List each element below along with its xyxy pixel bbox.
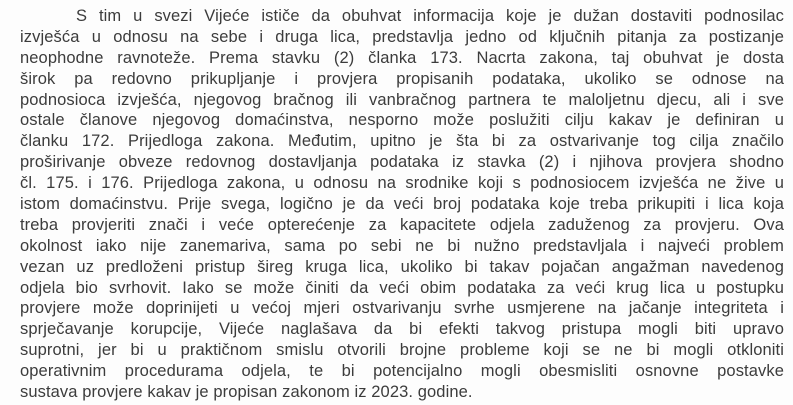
text-line: sustava provjere kakav je propisan zakonom iz 2023. godine. [20,383,473,402]
text-line: suprotni, jer bi u praktičnom smislu otvorili brojne probleme koji se ne bi mogli otkloniti [20,341,784,360]
text-line: operativnim procedurama odjela, te bi potencijalno mogli obesmisliti osnovne postavke [20,362,784,381]
text-line: istom domaćinstvu. Prije svega, logično je da veći broj podataka koje treba prikupiti i lica koja [20,195,784,214]
text-line: vezan uz predloženi pristup šireg kruga lica, ukoliko bi takav pojačan angažman navedenog [20,257,784,276]
text-line: neophodne ravnoteže. Prema stavku (2) članka 173. Nacrta zakona, taj obuhvat je dosta [20,48,784,67]
text-line: proširivanje obveze redovnog dostavljanja podataka iz stavka (2) i njihova provjera shodno [20,153,784,172]
text-line: podnosioca izvješća, njegovog bračnog ili vanbračnog partnera te maloljetnu djecu, ali i sve [20,90,784,109]
text-line: članku 172. Prijedloga zakona. Međutim, upitno je šta bi za ostvarivanje tog cilja značilo [20,132,784,151]
text-line: okolnost iako nije zanemariva, sama po sebi ne bi nužno predstavljala i najveći problem [20,236,784,255]
text-line: čl. 175. i 176. Prijedloga zakona, u odnosu na srodnike koji s podnosiocem izvješća ne žive u [20,174,784,193]
text-line: širok pa redovno prikupljanje i provjera propisanih podataka, ukoliko se odnose na [20,69,784,88]
text-line: S tim u svezi Vijeće ističe da obuhvat informacija koje je dužan dostaviti podnosilac [76,7,784,25]
text-line: ostale članove njegovog domaćinstva, nesporno može poslužiti cilju kakav je definiran u [20,111,784,130]
text-line: provjere može doprinijeti u većoj mjeri ostvarivanju svrhe usmjerene na jačanje integriteta i [20,299,784,318]
text-line: odjela bio svrhovit. Iako se može činiti da veći obim podataka za veći krug lica u postupku [20,278,784,297]
text-line: sprječavanje korupcije, Vijeće naglašava da bi efekti takvog pristupa mogli biti upravo [20,320,784,339]
text-line: izvješća u odnosu na sebe i druga lica, predstavlja jedno od ključnih pitanja za postizanje [20,27,784,46]
text-line: treba provjeriti znači i veće opterećenje za kapacitete odjela zaduženog za provjeru. Ova [20,215,784,234]
paragraph [20,6,784,403]
